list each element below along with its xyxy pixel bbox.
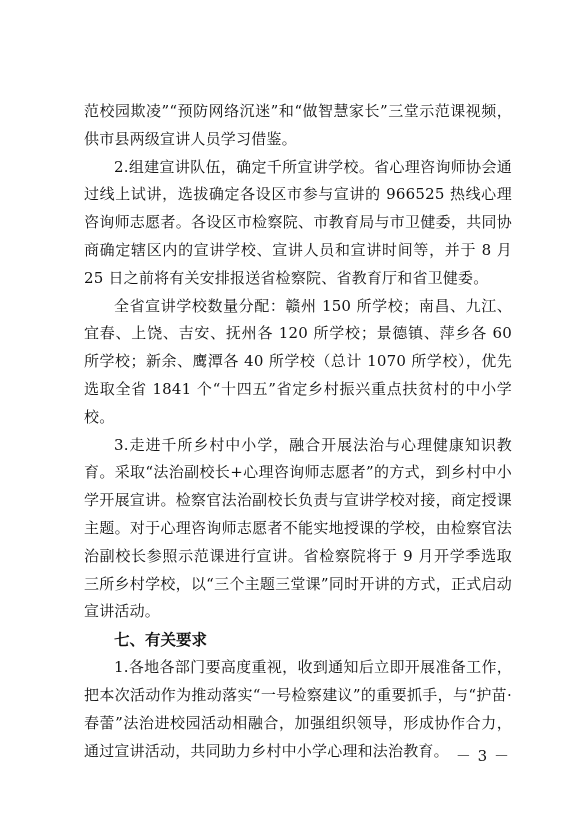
paragraph-school-allocation: 全省宣讲学校数量分配：赣州 150 所学校；南昌、九江、宜春、上饶、吉安、抚州各 120 所学校；景德镇、萍乡各 60 所学校；新余、鹰潭各 40 所学校（总计 1070 所学校），优先选取全省 1841 个“十四五”省定乡村振兴重点扶贫村的中小学校。 [84, 296, 512, 426]
section-heading-requirements: 七、有关要求 [114, 631, 208, 650]
paragraph-build-team: 2.组建宣讲队伍，确定千所宣讲学校。省心理咨询师协会通过线上试讲，选拔确定各设区市参与宣讲的 966525 热线心理咨询师志愿者。各设区市检察院、市教育局与市卫健委，共同协商确定辖区内的宣讲学校、宣讲人员和宣讲时间等，并于 8 月 25 日之前将有关安排报送省检察院、省教育厅和省卫健委。 [84, 157, 512, 287]
page-number: － 3 － [455, 747, 510, 765]
paragraph-continuation: 范校园欺凌”“预防网络沉迷”和“做智慧家长”三堂示范课视频，供市县两级宣讲人员学习借鉴。 [84, 102, 512, 148]
paragraph-rural-schools: 3.走进千所乡村中小学，融合开展法治与心理健康知识教育。采取“法治副校长+心理咨询师志愿者”的方式，到乡村中小学开展宣讲。检察官法治副校长负责与宣讲学校对接，商定授课主题。对于心理咨询师志愿者不能实地授课的学校，由检察官法治副校长参照示范课进行宣讲。省检察院将于 9 月开学季选取三所乡村学校，以“三个主题三堂课”同时开讲的方式，正式启动宣讲活动。 [84, 435, 512, 621]
paragraph-requirement-1: 1.各地各部门要高度重视，收到通知后立即开展准备工作，把本次活动作为推动落实“一号检察建议”的重要抓手，与“护苗·春蕾”法治进校园活动相融合，加强组织领导，形成协作合力，通过宣讲活动，共同助力乡村中小学心理和法治教育。 [84, 658, 512, 760]
document-body [84, 98, 512, 765]
